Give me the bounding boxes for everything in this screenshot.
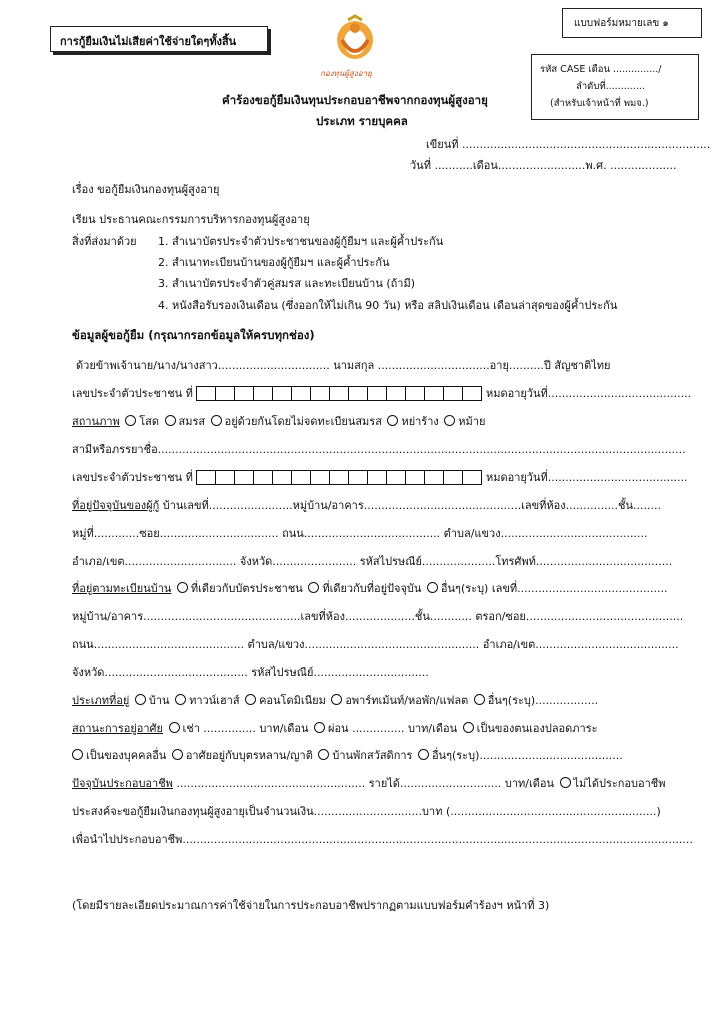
radio-icon[interactable]: [135, 694, 146, 705]
reg-option: อื่นๆ(ระบุ) เลขที่...........................................: [440, 582, 668, 595]
radio-icon[interactable]: [172, 749, 183, 760]
attachments-label: สิ่งที่ส่งมาด้วย: [72, 235, 137, 248]
living-option: อื่นๆ(ระบุ).........................................: [431, 749, 623, 762]
radio-icon[interactable]: [245, 694, 256, 705]
written-at: เขียนที่ .......................................................................: [426, 138, 711, 151]
free-notice: การกู้ยืมเงินไม่เสียค่าใช้จ่ายใดๆทั้งสิ้น: [60, 35, 237, 48]
marital-status-label: สถานภาพ: [72, 415, 120, 428]
id-number-boxes[interactable]: [196, 386, 482, 401]
spouse-id-expire[interactable]: หมดอายุวันที่........................................: [485, 471, 688, 484]
page-subtitle: ประเภท รายบุคคล: [316, 114, 408, 128]
radio-icon[interactable]: [474, 694, 485, 705]
purpose-line[interactable]: เพื่อนำไปประกอบอาชีพ..................................................................................................................................................: [72, 833, 693, 846]
status-option: หม้าย: [458, 415, 486, 428]
loan-amount-line[interactable]: ประสงค์จะขอกู้ยืมเงินกองทุนผู้สูงอายุเป็นจำนวนเงิน...............................บาท (...........................................................): [72, 805, 661, 818]
occupation-fields[interactable]: ...................................................... รายได้............................. บาท/เดือน: [172, 777, 554, 790]
date-line: วันที่ ...........เดือน.........................พ.ศ. ...................: [410, 159, 677, 172]
id-expire[interactable]: หมดอายุวันที่.........................................: [485, 387, 692, 400]
radio-icon[interactable]: [169, 722, 180, 733]
logo-caption: กองทุนผู้สูงอายุ: [320, 69, 372, 78]
living-status-label: สถานะการอยู่อาศัย: [72, 722, 163, 735]
status-option: สมรส: [178, 415, 206, 428]
current-address-fields[interactable]: บ้านเลขที่........................หมู่บ้าน/อาคาร.............................................เลขที่ห้อง...............ชั้น........: [159, 499, 662, 512]
type-option: อพาร์ทเม้นท์/หอพัก/แฟลต: [345, 694, 469, 707]
form-number: แบบฟอร์มหมายเลข ๑: [574, 18, 669, 29]
radio-icon[interactable]: [418, 749, 429, 760]
road-line[interactable]: ถนน........................................... ตำบล/แขวง.................................................. อำเภอ/เขต.........................................: [72, 638, 679, 651]
radio-icon[interactable]: [72, 749, 83, 760]
name-line[interactable]: ด้วยข้าพเจ้านาย/นาง/นางสาว................................ นามสกุล ................................อายุ..........ปี สัญชาติไทย: [76, 359, 611, 372]
attachment-item: 2. สำเนาทะเบียนบ้านของผู้กู้ยืมฯ และผู้ค้ำประกัน: [158, 256, 390, 269]
radio-icon[interactable]: [387, 415, 398, 426]
registered-address-line: [72, 579, 667, 597]
case-line-3: (สำหรับเจ้าหน้าที่ พมจ.): [550, 98, 649, 109]
radio-icon[interactable]: [314, 722, 325, 733]
residence-type-label: ประเภทที่อยู่: [72, 694, 130, 707]
spouse-id-boxes[interactable]: [196, 470, 482, 485]
case-line-2: ลำดับที่.............: [576, 81, 645, 92]
village-line[interactable]: หมู่บ้าน/อาคาร.............................................เลขที่ห้อง....................ชั้น............ ตรอก/ซอย.............................................: [72, 610, 684, 623]
residence-type-line: [72, 691, 598, 709]
page-title: คำร้องขอกู้ยืมเงินทุนประกอบอาชีพจากกองทุนผู้สูงอายุ: [222, 93, 488, 107]
type-option: ทาวน์เฮาส์: [189, 694, 240, 707]
living-status-line-2: [72, 746, 623, 764]
occupation-label: ปัจจุบันประกอบอาชีพ: [72, 777, 173, 790]
elderly-fund-logo: [332, 14, 378, 66]
current-address-line: [72, 496, 661, 514]
footnote: (โดยมีรายละเอียดประมาณการค่าใช้จ่ายในการประกอบอาชีพปรากฏตามแบบฟอร์มคำร้องฯ หน้าที่ 3): [72, 899, 550, 912]
registered-address-label: ที่อยู่ตามทะเบียนบ้าน: [72, 582, 172, 595]
radio-icon[interactable]: [308, 582, 319, 593]
radio-icon[interactable]: [318, 749, 329, 760]
status-option: หย่าร้าง: [401, 415, 439, 428]
id-label: เลขประจำตัวประชาชน ที่: [72, 387, 193, 400]
occupation-line: [72, 774, 666, 792]
id-label: เลขประจำตัวประชาชน ที่: [72, 471, 193, 484]
living-option: เป็นของตนเองปลอดภาระ: [476, 722, 598, 735]
moo-line[interactable]: หมู่ที่.............ซอย.................................. ถนน....................................... ตำบล/แขวง..........................................: [72, 527, 648, 540]
living-option: บ้านพักสวัสดิการ: [332, 749, 413, 762]
attachment-item: 3. สำเนาบัตรประจำตัวคู่สมรส และทะเบียนบ้าน (ถ้ามี): [158, 277, 416, 290]
amphoe-line[interactable]: อำเภอ/เขต................................ จังหวัด........................ รหัสไปรษณีย์.....................โทรศัพท์.......................................: [72, 555, 673, 568]
living-option: เป็นของบุคคลอื่น: [86, 749, 167, 762]
id-line: [72, 384, 691, 402]
radio-icon[interactable]: [463, 722, 474, 733]
living-status-line: [72, 719, 598, 737]
case-line-1: รหัส CASE เดือน .............../: [540, 64, 662, 75]
radio-icon[interactable]: [165, 415, 176, 426]
spouse-id-line: [72, 468, 688, 486]
subject: เรื่อง ขอกู้ยืมเงินกองทุนผู้สูงอายุ: [72, 183, 220, 196]
radio-icon[interactable]: [177, 582, 188, 593]
radio-icon[interactable]: [427, 582, 438, 593]
marital-status-line: [72, 412, 485, 430]
status-option: อยู่ด้วยกันโดยไม่จดทะเบียนสมรส: [224, 415, 382, 428]
section-heading: ข้อมูลผู้ขอกู้ยืม (กรุณากรอกข้อมูลให้ครบทุกช่อง): [72, 328, 315, 342]
current-address-label: ที่อยู่ปัจจุบันของผู้กู้: [72, 499, 160, 512]
attachment-item: 1. สำเนาบัตรประจำตัวประชาชนของผู้กู้ยืมฯ และผู้ค้ำประกัน: [158, 235, 444, 248]
no-occupation-option: ไม่ได้ประกอบอาชีพ: [573, 777, 666, 790]
living-option: ผ่อน ............... บาท/เดือน: [328, 722, 458, 735]
province-line[interactable]: จังหวัด......................................... รหัสไปรษณีย์.................................: [72, 666, 429, 679]
attachment-item: 4. หนังสือรับรองเงินเดือน (ซึ่งออกให้ไม่เกิน 90 วัน) หรือ สลิปเงินเดือน เดือนล่าสุดของผู้ค้ำประกัน: [158, 299, 618, 312]
radio-icon[interactable]: [560, 777, 571, 788]
type-option: บ้าน: [148, 694, 170, 707]
type-option: คอนโดมิเนียม: [259, 694, 326, 707]
radio-icon[interactable]: [175, 694, 186, 705]
type-option: อื่นๆ(ระบุ)..................: [487, 694, 599, 707]
radio-icon[interactable]: [211, 415, 222, 426]
status-option: โสด: [139, 415, 160, 428]
spouse-line[interactable]: สามีหรือภรรยาชื่อ.......................................................................................................................................................: [72, 443, 686, 456]
radio-icon[interactable]: [125, 415, 136, 426]
radio-icon[interactable]: [331, 694, 342, 705]
reg-option: ที่เดียวกับที่อยู่ปัจจุบัน: [322, 582, 422, 595]
radio-icon[interactable]: [444, 415, 455, 426]
living-option: อาศัยอยู่กับบุตรหลาน/ญาติ: [185, 749, 313, 762]
addressee: เรียน ประธานคณะกรรมการบริหารกองทุนผู้สูงอายุ: [72, 213, 310, 226]
living-option: เช่า ............... บาท/เดือน: [182, 722, 309, 735]
reg-option: ที่เดียวกับบัตรประชาชน: [190, 582, 303, 595]
